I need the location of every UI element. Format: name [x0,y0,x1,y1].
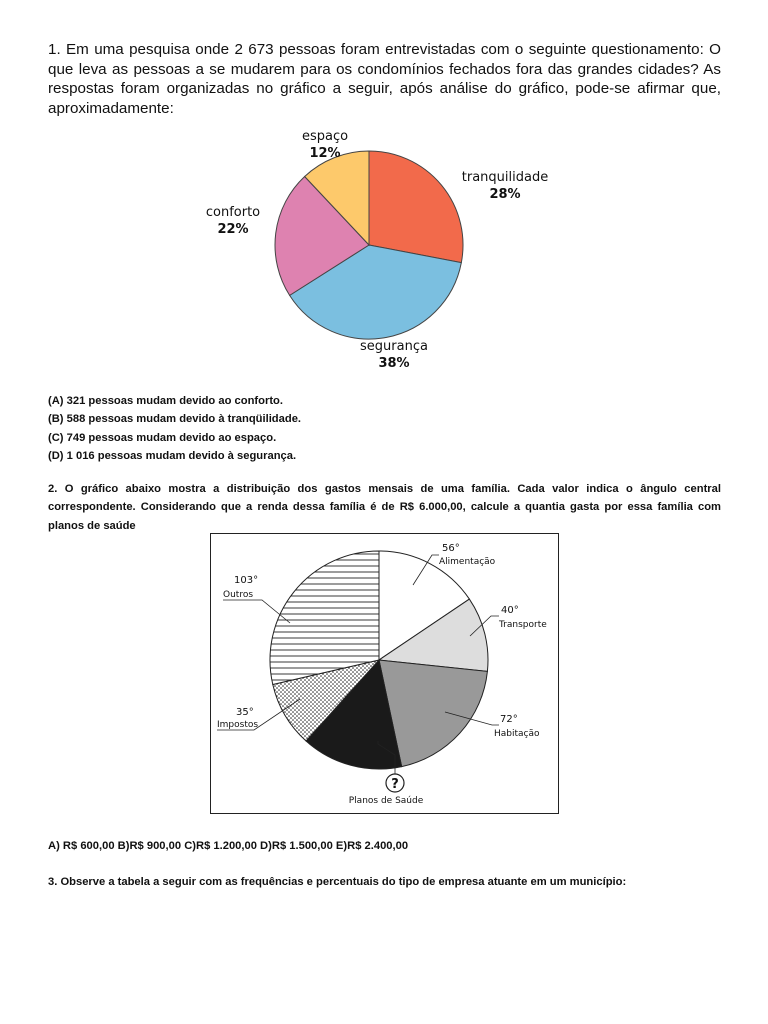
chart2-label-transporte: Transporte [499,620,547,630]
question-2-text: 2. O gráfico abaixo mostra a distribuição dos gastos mensais de uma família. Cada valor indica o ângulo central correspondente. Considerando que a renda dessa família é de R$ 6.000,00, calcule a quantia gasta por essa família com planos de saúde [48,483,721,532]
question-1-options [48,392,301,465]
chart2-label-alimentacao: Alimentação [439,557,496,567]
option-b[interactable]: (B) 588 pessoas mudam devido à tranqüilidade. [48,413,302,426]
chart1-label-tranquilidade: tranquilidade [461,170,549,185]
chart2-label-habitacao: Habitação [494,729,540,739]
chart1-label-seguranca: segurança [360,339,428,354]
question-2-answers[interactable]: A) R$ 600,00 B)R$ 900,00 C)R$ 1.200,00 D)R$ 1.500,00 E)R$ 2.400,00 [48,840,409,852]
chart1-label-conforto: conforto [205,205,261,220]
chart1-label-espaco: espaço [301,129,349,144]
chart2-value-outros: 103° [234,575,259,586]
chart2-label-planos: Planos de Saúde [348,796,424,806]
chart1-value-conforto: 22% [217,222,249,237]
option-a[interactable]: (A) 321 pessoas mudam devido ao conforto. [48,395,283,407]
chart2-value-alimentacao: 56° [442,543,460,554]
chart2-value-habitacao: 72° [500,714,518,725]
chart1-value-tranquilidade: 28% [489,187,521,202]
chart2-label-impostos: Impostos [217,720,259,730]
chart2-value-impostos: 35° [236,707,254,718]
chart2-label-outros: Outros [223,590,254,600]
chart2-value-transporte: 40° [501,605,519,616]
option-c[interactable]: (C) 749 pessoas mudam devido ao espaço. [48,431,277,444]
chart1-slice-tranquilidade [369,151,463,263]
question-3-text: 3. Observe a tabela a seguir com as frequências e percentuais do tipo de empresa atuante em um município: [48,876,627,888]
pie-chart-expenses [210,533,559,814]
chart1-value-espaco: 12% [309,146,341,161]
question-1-text: 1. Em uma pesquisa onde 2 673 pessoas foram entrevistadas com o seguinte questionamento: O que leva as pessoas a se mudarem para os condomínios fechados fora das grandes cidades? As respostas foram organizadas no gráfico a seguir, após análise do gráfico, pode-se afirmar que, aproximadamente: [48,41,721,117]
pie-chart-reasons [150,120,610,382]
chart2-value-planos: ? [391,777,399,792]
option-d[interactable]: (D) 1 016 pessoas mudam devido à segurança. [48,449,297,462]
chart1-value-seguranca: 38% [378,356,410,371]
